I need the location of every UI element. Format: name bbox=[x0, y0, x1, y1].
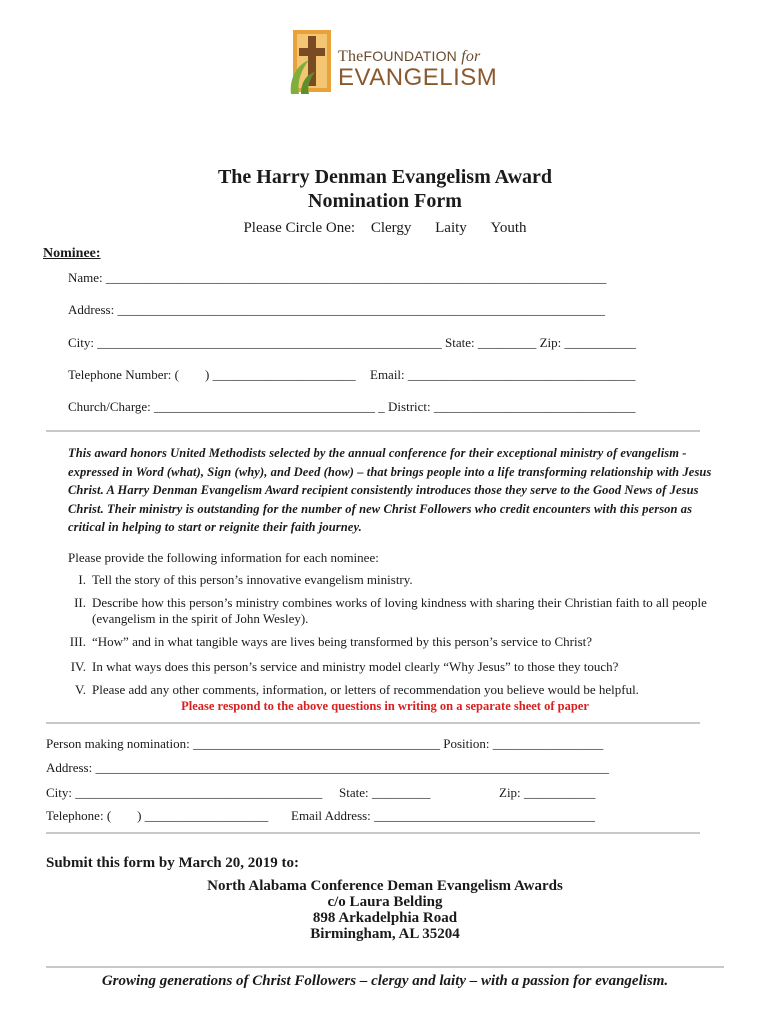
cross-logo-icon bbox=[287, 26, 337, 96]
nominator-address-field[interactable]: Address: _______________________________________________________________________________ bbox=[46, 760, 609, 775]
mailing-address-line: Birmingham, AL 35204 bbox=[310, 926, 460, 942]
question-item bbox=[50, 572, 730, 588]
page-subtitle: Nomination Form bbox=[308, 190, 462, 212]
nominator-telephone-field[interactable]: Telephone: ( ) ___________________ bbox=[46, 808, 269, 823]
option-laity[interactable]: Laity bbox=[435, 220, 467, 236]
nominator-state-field[interactable]: State: _________ bbox=[339, 785, 431, 800]
circle-one-row bbox=[0, 220, 770, 237]
award-description: This award honors United Methodists selected by the annual conference for their exceptional ministry of evangelism - expressed in Word (what), Sign (why), and Deed (how) – that brings people into a life transforming relationship with Jesus Christ. A Harry Denman Evangelism Award recipient consistently introduces those they serve to the Good News of Jesus Christ. Their ministry is outstanding for the number of new Christ Followers who credit encounters with this person as critical in helping to start or reignite their faith journey. bbox=[68, 446, 712, 534]
question-item bbox=[50, 595, 730, 627]
logo-foundation-text: TheFOUNDATION for bbox=[338, 48, 481, 65]
question-text: “How” and in what tangible ways are lives being transformed by this person’s service to Christ? bbox=[92, 634, 593, 649]
question-number: II. bbox=[74, 595, 86, 610]
circle-one-label: Please Circle One: bbox=[243, 220, 356, 236]
question-item bbox=[50, 659, 730, 675]
question-number: I. bbox=[78, 572, 86, 587]
instructions-note: Please respond to the above questions in writing on a separate sheet of paper bbox=[181, 699, 589, 713]
questions-intro: Please provide the following information for each nominee: bbox=[68, 550, 379, 565]
divider bbox=[46, 966, 724, 968]
question-text: Tell the story of this person’s innovative evangelism ministry. bbox=[92, 572, 413, 587]
option-clergy[interactable]: Clergy bbox=[370, 220, 412, 236]
nominator-person-field[interactable]: Person making nomination: ______________________________________ Position: _________________ bbox=[46, 736, 604, 751]
submit-deadline: Submit this form by March 20, 2019 to: bbox=[46, 855, 300, 871]
footer-tagline: Growing generations of Christ Followers – clergy and laity – with a passion for evangelism. bbox=[101, 973, 669, 989]
logo-evangelism-text: EVANGELISM bbox=[338, 64, 498, 91]
nominee-email-field[interactable]: Email: ___________________________________ bbox=[370, 367, 636, 382]
question-item bbox=[50, 682, 730, 698]
question-number: IV. bbox=[70, 659, 86, 674]
nominee-telephone-field[interactable]: Telephone Number: ( ) ______________________ bbox=[68, 367, 356, 382]
mailing-address-line: 898 Arkadelphia Road bbox=[312, 910, 458, 926]
mailing-address-line: North Alabama Conference Deman Evangelism Awards bbox=[207, 878, 563, 894]
nominee-heading: Nominee: bbox=[43, 246, 101, 261]
divider bbox=[46, 430, 700, 432]
foundation-logo bbox=[287, 26, 498, 96]
nominator-zip-field[interactable]: Zip: ___________ bbox=[499, 785, 596, 800]
question-text: Please add any other comments, information, or letters of recommendation you believe would be helpful. bbox=[92, 682, 639, 697]
nominator-email-field[interactable]: Email Address: __________________________________ bbox=[291, 808, 596, 823]
nominee-city-state-zip-field[interactable]: City: _____________________________________________________ State: _________ Zip: ___________ bbox=[68, 335, 637, 350]
nominee-name-field[interactable]: Name: _____________________________________________________________________________ bbox=[68, 270, 607, 285]
mailing-address-line: c/o Laura Belding bbox=[327, 894, 443, 910]
page-title: The Harry Denman Evangelism Award bbox=[217, 166, 553, 188]
question-text: In what ways does this person’s service and ministry model clearly “Why Jesus” to those they touch? bbox=[92, 659, 619, 674]
question-number: III. bbox=[69, 634, 86, 649]
nominee-church-district-field[interactable]: Church/Charge: __________________________________ _ District: _______________________________ bbox=[68, 399, 636, 414]
question-item bbox=[50, 634, 730, 650]
divider bbox=[46, 722, 700, 724]
divider bbox=[46, 832, 700, 834]
nominee-address-field[interactable]: Address: ___________________________________________________________________________ bbox=[68, 302, 605, 317]
question-text: Describe how this person’s ministry combines works of loving kindness with sharing their Christian faith to all people (evangelism in the spirit of John Wesley). bbox=[92, 595, 707, 626]
option-youth[interactable]: Youth bbox=[490, 220, 527, 236]
nominator-city-field[interactable]: City: ______________________________________ bbox=[46, 785, 323, 800]
question-number: V. bbox=[75, 682, 86, 697]
